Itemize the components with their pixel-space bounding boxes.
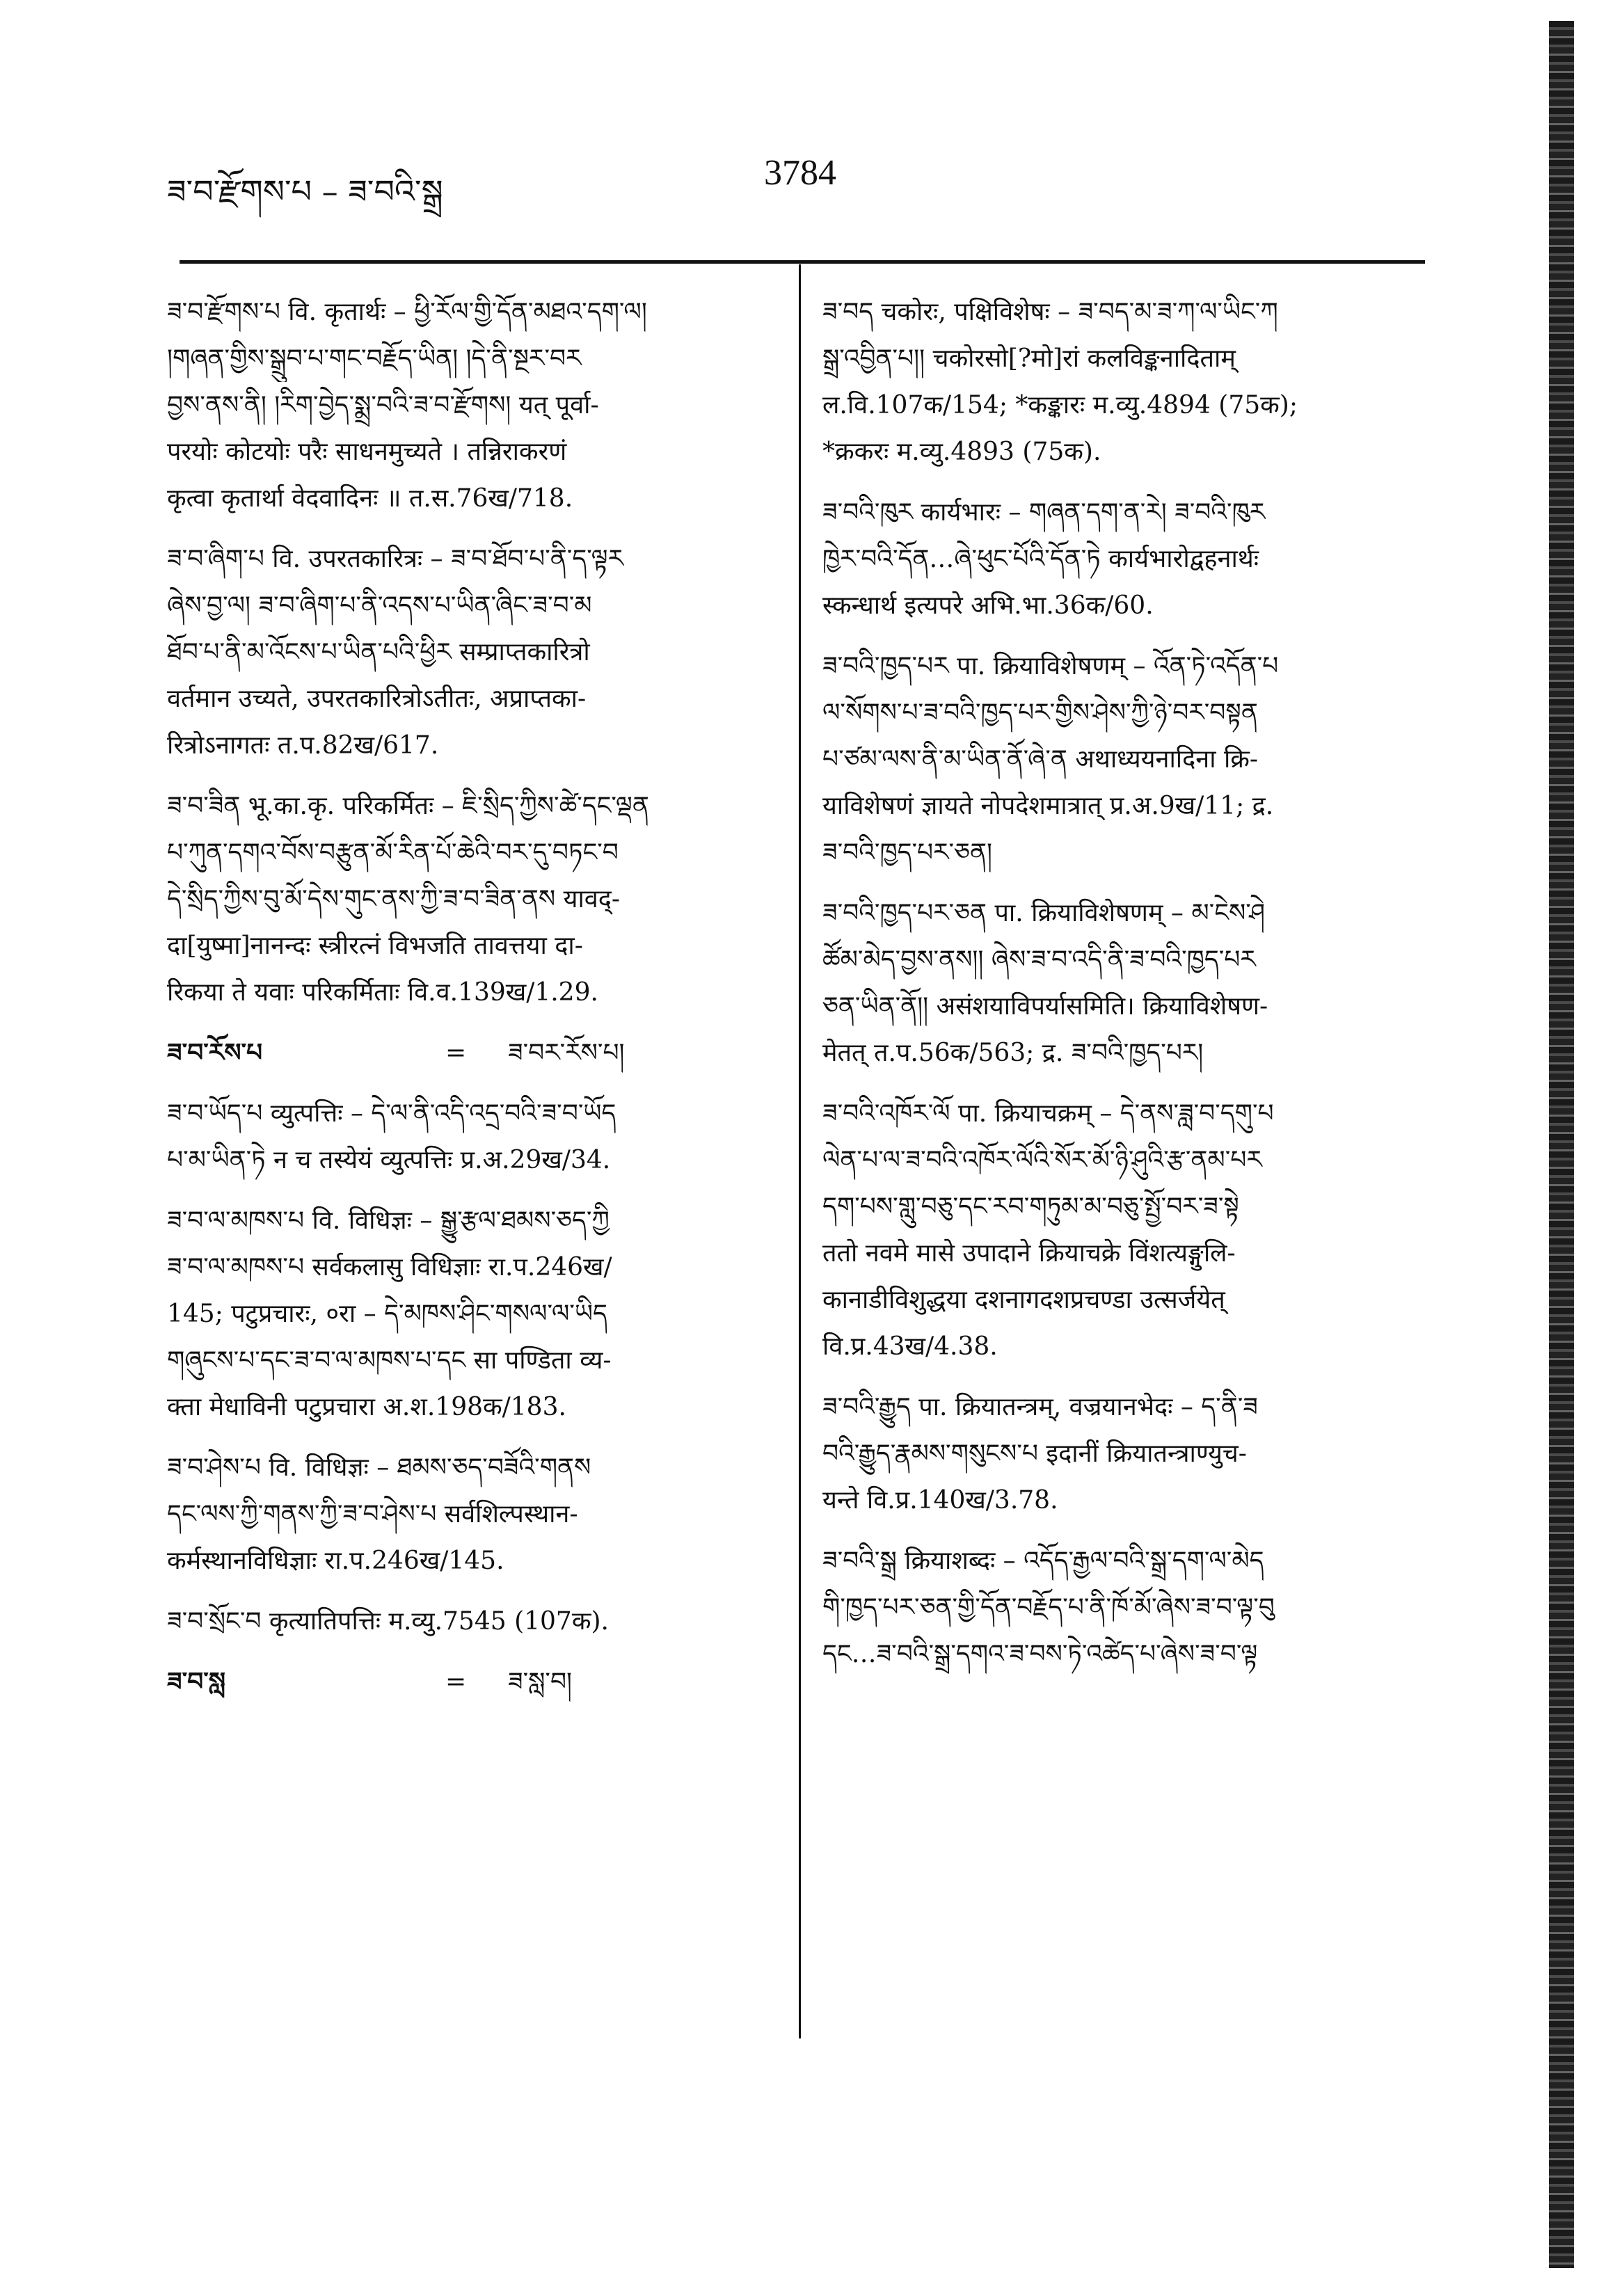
entry-headword: ཟ་བ་སླ [167, 1667, 226, 1696]
entry-line: ཅན་ཡིན་ནོ།། असंशयाविपर्यासमिति। क्रियाविशेषण- [822, 992, 1268, 1021]
entry-line: ཟ་བའི་ཁྱད་པར་ཅན पा. क्रियाविशेषणम् – མ་ངེས་ཤེ [822, 899, 1266, 927]
equals-sign: = [445, 1039, 467, 1067]
dictionary-entry [822, 1384, 1435, 1524]
dictionary-entry [822, 1538, 1435, 1677]
entry-line: ཟ་བ་ཡོད་པ व्युत्पत्तिः – དེ་ལ་ནི་འདི་འདྲ་བའི་ཟ་བ་ཡོད [167, 1099, 616, 1128]
dictionary-entry [167, 1030, 779, 1076]
entry-line: याविशेषणं ज्ञायते नोपदेशमात्रात् प्र.अ.9ख/11; द्र. [822, 792, 1274, 820]
dictionary-entry [822, 890, 1435, 1076]
entry-line: ཐོབ་པ་ནི་མ་འོངས་པ་ཡིན་པའི་ཕྱིར सम्प्राप्तकारित्रो [167, 638, 590, 666]
cross-reference-line [167, 1030, 779, 1076]
column-divider [799, 264, 801, 2038]
entry-line: ཟ་བ་སྲོང་བ कृत्यातिपत्तिः म.व्यु.7545 (107क). [167, 1607, 609, 1636]
entry-line: दा[युष्मा]नानन्दः स्त्रीरत्नं विभजति तावत्तया दा- [167, 932, 583, 960]
dictionary-entry [167, 289, 779, 522]
entry-line: ཟ་བ་ཤེས་པ वि. विधिज्ञः – ཐམས་ཅད་བཟོའི་གནས [167, 1453, 591, 1482]
dictionary-entry [167, 1444, 779, 1584]
dictionary-entry [167, 1598, 779, 1645]
right-column [822, 289, 1435, 1691]
entry-line: ལ་སོགས་པ་ཟ་བའི་ཁྱད་པར་གྱིས་ཤེས་ཀྱི་ཉེ་བར་བསྟན [822, 699, 1258, 727]
entry-line: ཟ་བའི་ཁུར कार्यभारः – གཞན་དག་ན་རེ། ཟ་བའི་ཁུར [822, 498, 1266, 527]
entry-headword: ཟ་བ་རོས་པ [167, 1038, 263, 1067]
entry-line: བྱས་ནས་ནི། །རིག་བྱེད་སྨྲ་བའི་ཟ་བ་རྫོགས། यत् पूर्वा- [167, 391, 599, 420]
entry-line: रित्रोऽनागतः त.प.82ख/617. [167, 731, 439, 760]
entry-line: स्कन्धार्थ इत्यपरे अभि.भा.36क/60. [822, 591, 1154, 620]
dictionary-entry [822, 1090, 1435, 1370]
entry-line: ततो नवमे मासे उपादाने क्रियाचक्रे विंशत्यङ्गुलि- [822, 1239, 1236, 1268]
dictionary-entry [822, 643, 1435, 876]
entry-line: वि.प्र.43ख/4.38. [822, 1332, 998, 1361]
entry-line: པ་ཀུན་དགའ་བོས་བརྩུན་མོ་རིན་པོ་ཆེའི་བར་དུ་བཏང་བ [167, 838, 619, 867]
header-rule [180, 260, 1425, 264]
running-head: ཟ་བ་རྫོགས་པ – ཟ་བའི་སྒྲ [167, 173, 443, 210]
entry-line: ཟ་བ་ཟིན भू.का.कृ. परिकर्मितः – ཇི་སྲིད་ཀྱིས་ཚེ་དང་ལྡན [167, 792, 649, 820]
dictionary-entry [822, 289, 1435, 475]
entry-line: रिकया ते यवाः परिकर्मिताः वि.व.139ख/1.29. [167, 978, 598, 1007]
equals-sign: = [445, 1668, 467, 1696]
entry-line: པ་མ་ཡིན་ཏེ न च तस्येयं व्युत्पत्तिः प्र.अ.29ख/34. [167, 1146, 611, 1174]
page-edge-scan-mark [1549, 21, 1574, 2268]
entry-line: དེ་སྲིད་ཀྱིས་བུ་མོ་དེས་གུང་ནས་ཀྱི་ཟ་བ་ཟིན་ནས यावद्- [167, 885, 621, 913]
entry-line: ཟ་བའི་རྒྱུད पा. क्रियातन्त्रम्, वज्रयानभेदः – ད་ནི་ཟ [822, 1393, 1258, 1421]
entry-target: ཟ་སླ་བ། [508, 1668, 573, 1696]
entry-line: གི་ཁྱད་པར་ཅན་གྱི་དོན་བརྗོད་པ་ནི་ཁོ་མོ་ཞེས་ཟ་བ་ལྟ་བུ [822, 1593, 1275, 1622]
entry-line: གཞུངས་པ་དང་ཟ་བ་ལ་མཁས་པ་དང सा पण्डिता व्य- [167, 1346, 612, 1375]
page-header [0, 153, 1624, 212]
entry-line: ཚོམ་མེད་བྱས་ནས།། ཞེས་ཟ་བ་འདི་ནི་ཟ་བའི་ཁྱད་པར [822, 945, 1256, 974]
entry-line: །གཞན་གྱིས་སྒྲུབ་པ་གང་བརྗོད་ཡིན། །དེ་ནི་སྔར་བར [167, 344, 582, 373]
entry-line: ल.वि.107क/154; *कङ्कारः म.व्यु.4894 (75क); [822, 391, 1298, 420]
entry-line: དང་ལས་ཀྱི་གནས་ཀྱི་ཟ་བ་ཤེས་པ सर्वशिल्पस्थान- [167, 1500, 578, 1528]
entry-line: ཟ་བ་ལ་མཁས་པ सर्वकलासु विधिज्ञाः रा.प.246ख/ [167, 1253, 612, 1282]
left-column [167, 289, 779, 1719]
dictionary-entry [167, 1197, 779, 1430]
entry-line: *क्रकरः म.व्यु.4893 (75क). [822, 438, 1101, 466]
dictionary-entry [822, 489, 1435, 629]
entry-line: པ་ཙམ་ལས་ནི་མ་ཡིན་ནོ་ཞེ་ན अथाध्ययनादिना क्रि- [822, 745, 1259, 774]
entry-line: ཞེས་བྱ་ལ། ཟ་བ་ཞིག་པ་ནི་འདས་པ་ཡིན་ཞིང་ཟ་བ་མ [167, 591, 592, 620]
entry-target: ཟ་བར་རོས་པ། [508, 1039, 625, 1067]
entry-line: ཟ་བ་ཞིག་པ वि. उपरतकारित्रः – ཟ་བ་ཐོབ་པ་ནི་ད་ལྟར [167, 545, 624, 573]
dictionary-entry [167, 1090, 779, 1183]
dictionary-entry [167, 536, 779, 769]
entry-line: मेतत् त.प.56क/563; द्र. ཟ་བའི་ཁྱད་པར། [822, 1039, 1204, 1067]
entry-line: ཟ་བ་ལ་མཁས་པ वि. विधिज्ञः – སྒྱུ་རྩལ་ཐམས་ཅད་ཀྱི [167, 1206, 610, 1235]
entry-line: ཟ་བ་རྫོགས་པ वि. कृतार्थः – ཕྱི་རོལ་གྱི་དོན་མཐའ་དག་ལ། [167, 298, 647, 326]
entry-line: कर्मस्थानविधिज्ञाः रा.प.246ख/145. [167, 1547, 504, 1575]
entry-line: कानाडीविशुद्धया दशनागदशप्रचण्डा उत्सर्जयेत् [822, 1286, 1225, 1314]
entry-line: སྒྲ་འབྱིན་པ།། चकोरसो[?मो]रां कलविङ्कनादिताम् [822, 344, 1236, 373]
entry-line: ཟ་བད चकोरः, पक्षिविशेषः – ཟ་བད་མ་ཟ་ཀ་ལ་ཡིང་ཀ [822, 298, 1278, 326]
entry-line: ཟ་བའི་ཁྱད་པར་ཅན། [822, 838, 993, 867]
entry-line: དང…ཟ་བའི་སྒྲ་དགའ་ཟ་བས་ཏེ་འཚེད་པ་ཞེས་ཟ་བ་ལྟ [822, 1640, 1258, 1668]
entry-line: དག་པས་གླུ་བཅུ་དང་རབ་གཏུམ་མ་བཅུ་སྤྱོ་བར་ཟ་སྟེ [822, 1192, 1239, 1221]
entry-line: ཟ་བའི་འཁོར་ལོ पा. क्रियाचक्रम् – དེ་ནས་ཟླ་བ་དགུ་པ [822, 1099, 1274, 1128]
entry-line: ལེན་པ་ལ་ཟ་བའི་འཁོར་ལོའི་སོར་མོ་ཉི་ཤུའི་རྩ་ནམ་པར [822, 1146, 1262, 1174]
entry-line: क्ता मेधाविनी पटुप्रचारा अ.श.198क/183. [167, 1393, 566, 1421]
page-number: 3784 [764, 153, 836, 193]
entry-line: བའི་རྒྱུད་རྣམས་གསུངས་པ इदानीं क्रियातन्त्राण्युच- [822, 1439, 1247, 1468]
cross-reference-line [167, 1659, 779, 1705]
entry-line: परयोः कोटयोः परैः साधनमुच्यते । तन्निराकरणं [167, 438, 567, 466]
entry-line: ཟ་བའི་སྒྲ क्रियाशब्दः – འདོད་རྒྱལ་བའི་སྒྲ་དག་ལ་མེད [822, 1547, 1264, 1575]
entry-line: वर्तमान उच्यते, उपरतकारित्रोऽतीतः, अप्राप्तका- [167, 685, 587, 713]
entry-line: 145; पटुप्रचारः, ०रा – དེ་མཁས་ཤིང་གསལ་ལ་ཡིད [167, 1300, 607, 1328]
entry-line: यन्ते वि.प्र.140ख/3.78. [822, 1486, 1058, 1515]
entry-line: ཟ་བའི་ཁྱད་པར पा. क्रियाविशेषणम् – འོན་ཏེ་འདོན་པ [822, 652, 1279, 680]
dictionary-entry [167, 783, 779, 1016]
entry-line: कृत्वा कृतार्था वेदवादिनः ॥ त.स.76ख/718. [167, 484, 573, 513]
dictionary-entry [167, 1659, 779, 1705]
entry-line: ཁྱེར་བའི་དོན…ཞེ་ཕུང་པོའི་དོན་ཏེ कार्यभारोद्वहनार्थः [822, 545, 1259, 573]
